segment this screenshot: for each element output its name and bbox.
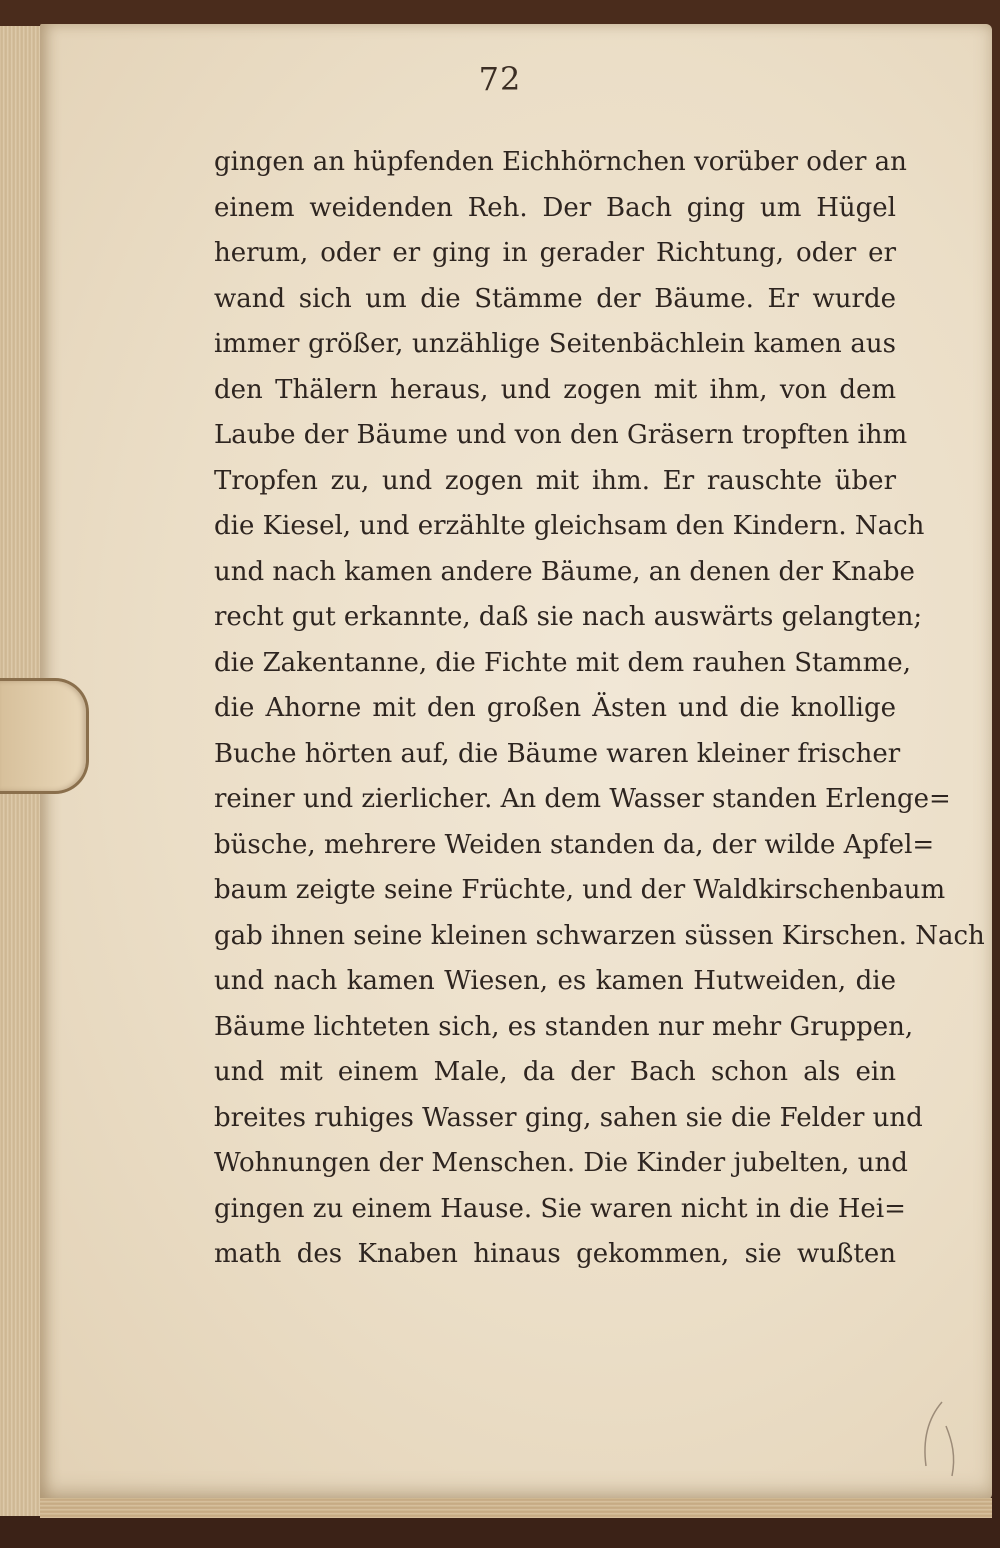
- page-bottom-edge: [40, 1498, 992, 1518]
- text-line: breites ruhiges Wasser ging, sahen sie die Felder und: [214, 1102, 923, 1133]
- text-line: Bäume lichteten sich, es standen nur mehr Gruppen,: [214, 1011, 914, 1042]
- pencil-mark-icon: [912, 1396, 972, 1482]
- text-line: die Ahorne mit den großen Ästen und die knollige: [214, 693, 896, 723]
- text-line: wand sich um die Stämme der Bäume. Er wurde: [214, 283, 896, 314]
- text-line: reiner und zierlicher. An dem Wasser standen Erlenge=: [214, 784, 951, 814]
- text-line: den Thälern heraus, und zogen mit ihm, von dem: [214, 374, 896, 405]
- text-line: gingen zu einem Hause. Sie waren nicht in die Hei=: [214, 1193, 906, 1224]
- text-line: die Zakentanne, die Fichte mit dem rauhen Stamme,: [214, 647, 911, 678]
- text-line: recht gut erkannte, daß sie nach auswärts gelangten;: [214, 602, 923, 632]
- text-line: einem weidenden Reh. Der Bach ging um Hügel: [214, 192, 896, 223]
- text-line: math des Knaben hinaus gekommen, sie wußten: [214, 1239, 896, 1269]
- text-line: Tropfen zu, und zogen mit ihm. Er rauschte über: [214, 465, 896, 496]
- text-line: immer größer, unzählige Seitenbächlein kamen aus: [214, 329, 896, 359]
- bookmark-tab: [0, 678, 89, 794]
- text-line: die Kiesel, und erzählte gleichsam den Kindern. Nach: [214, 511, 925, 541]
- text-line: und nach kamen andere Bäume, an denen der Knabe: [214, 556, 915, 587]
- text-line: Buche hörten auf, die Bäume waren kleiner frischer: [214, 738, 901, 769]
- page-number: 72: [478, 60, 522, 98]
- text-line: und mit einem Male, da der Bach schon als ein: [214, 1057, 896, 1087]
- text-line: baum zeigte seine Früchte, und der Waldkirschenbaum: [214, 875, 946, 905]
- text-line: Wohnungen der Menschen. Die Kinder jubelten, und: [214, 1148, 908, 1178]
- text-line: gingen an hüpfenden Eichhörnchen vorüber oder an: [214, 147, 907, 177]
- text-line: gab ihnen seine kleinen schwarzen süssen Kirschen. Nach: [214, 920, 985, 951]
- body-text: [214, 140, 985, 1278]
- text-line: büsche, mehrere Weiden standen da, der wilde Apfel=: [214, 829, 935, 860]
- text-line: und nach kamen Wiesen, es kamen Hutweiden, die: [214, 966, 896, 996]
- text-line: Laube der Bäume und von den Gräsern tropften ihm: [214, 420, 908, 450]
- text-line: herum, oder er ging in gerader Richtung, oder er: [214, 238, 896, 268]
